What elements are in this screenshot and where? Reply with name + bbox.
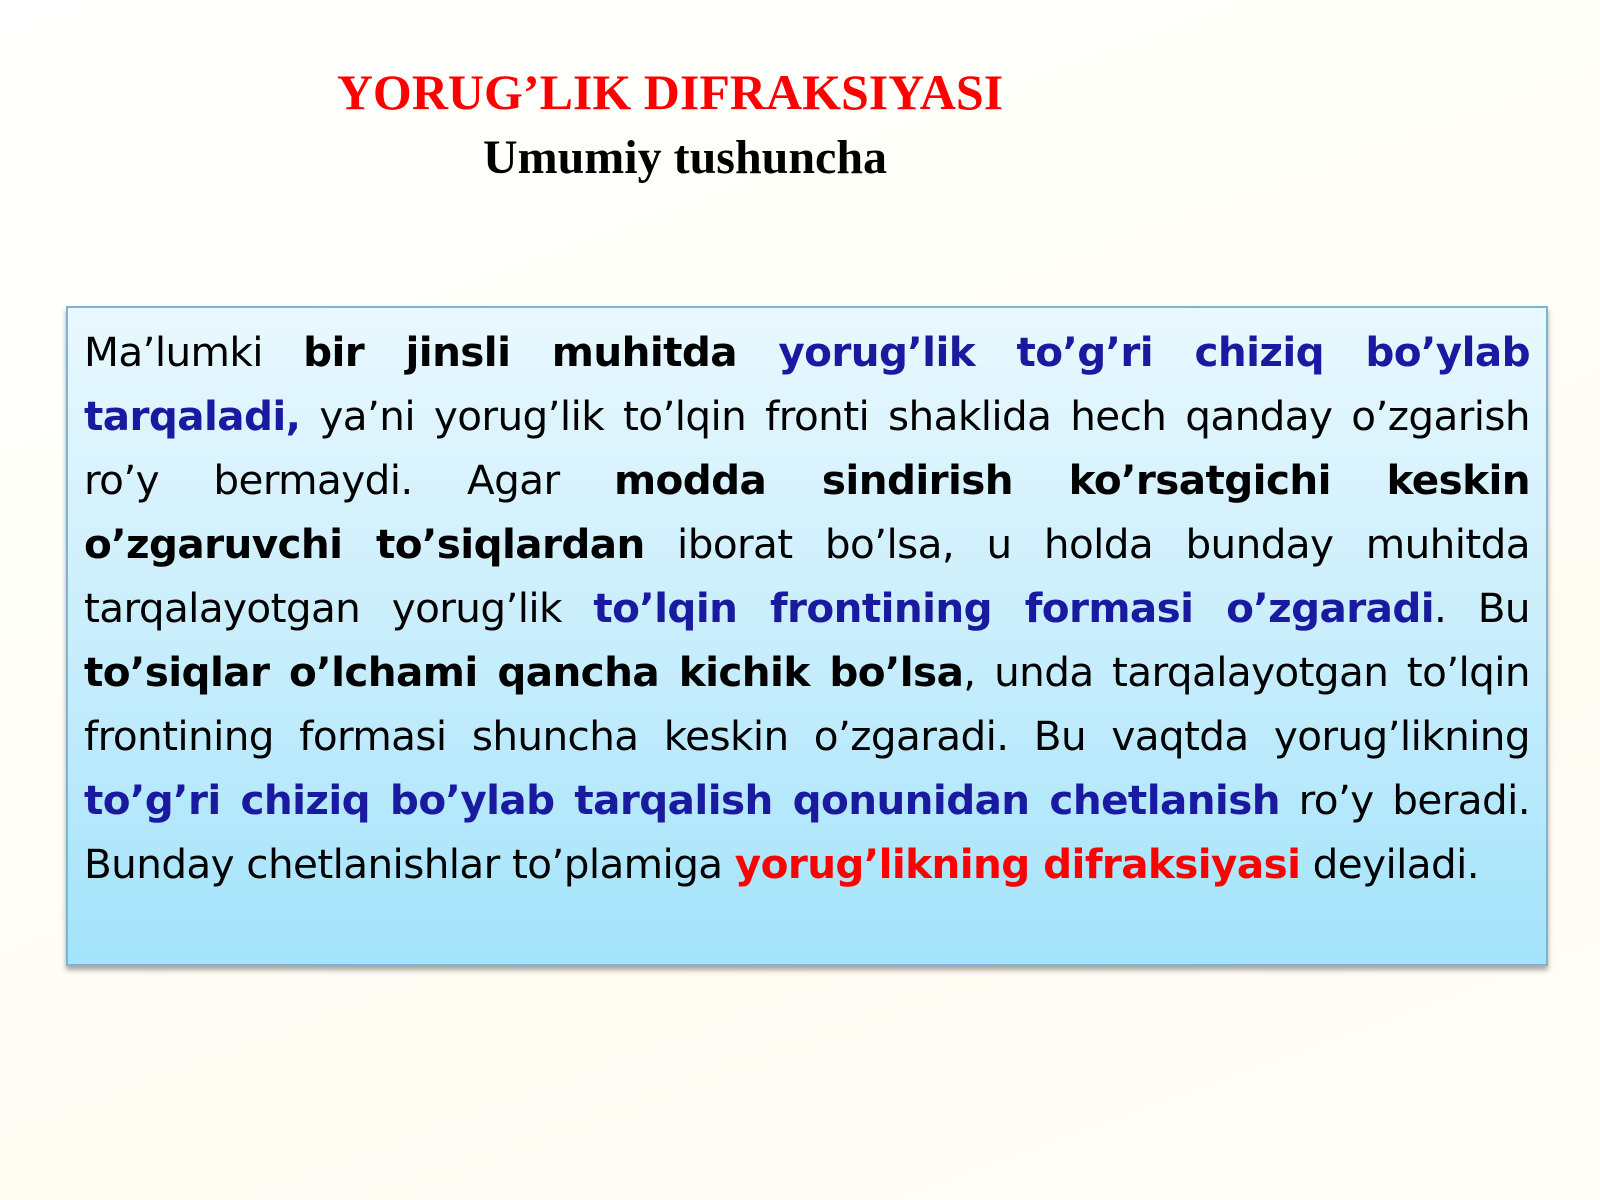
text-segment-bold: modda sindirish ko’rsatgichi keskin o’zgaruvchi to’siqlardan bbox=[84, 456, 1530, 568]
text-segment: ya’ni yorug’lik to’lqin fronti shaklida hech qanday o’zgarish ro’y bermaydi. Agar bbox=[84, 392, 1530, 504]
text-segment: ro’y beradi. Bunday chetlanishlar to’plamiga bbox=[84, 776, 1530, 888]
definition-text-box bbox=[66, 306, 1548, 966]
text-segment: , unda tarqalayotgan to’lqin frontining formasi shuncha keskin o’zgaradi. Bu vaqtda yorug’likning bbox=[84, 648, 1530, 760]
text-segment-highlight-blue: to’lqin frontining formasi o’zgaradi bbox=[593, 584, 1435, 632]
text-segment: . Bu bbox=[1434, 584, 1530, 632]
text-segment: Ma’lumki bbox=[84, 328, 304, 376]
text-segment: deyiladi. bbox=[1300, 840, 1480, 888]
text-segment-highlight-blue: to’g’ri chiziq bo’ylab tarqalish qonunidan chetlanish bbox=[84, 776, 1280, 824]
slide-subtitle: Umumiy tushuncha bbox=[482, 131, 888, 184]
text-segment-highlight-blue: yorug’lik to’g’ri chiziq bo’ylab tarqaladi, bbox=[84, 328, 1530, 440]
text-segment-bold: bir jinsli muhitda bbox=[303, 328, 779, 376]
slide-title: YORUG’LIK DIFRAKSIYASI bbox=[336, 64, 1004, 120]
text-segment-highlight-red: yorug’likning difraksiyasi bbox=[734, 840, 1301, 888]
text-segment-bold: to’siqlar o’lchami qancha kichik bo’lsa bbox=[84, 648, 964, 696]
text-segment: iborat bo’lsa, u holda bunday muhitda tarqalayotgan yorug’lik bbox=[84, 520, 1530, 632]
definition-paragraph bbox=[84, 320, 1530, 896]
